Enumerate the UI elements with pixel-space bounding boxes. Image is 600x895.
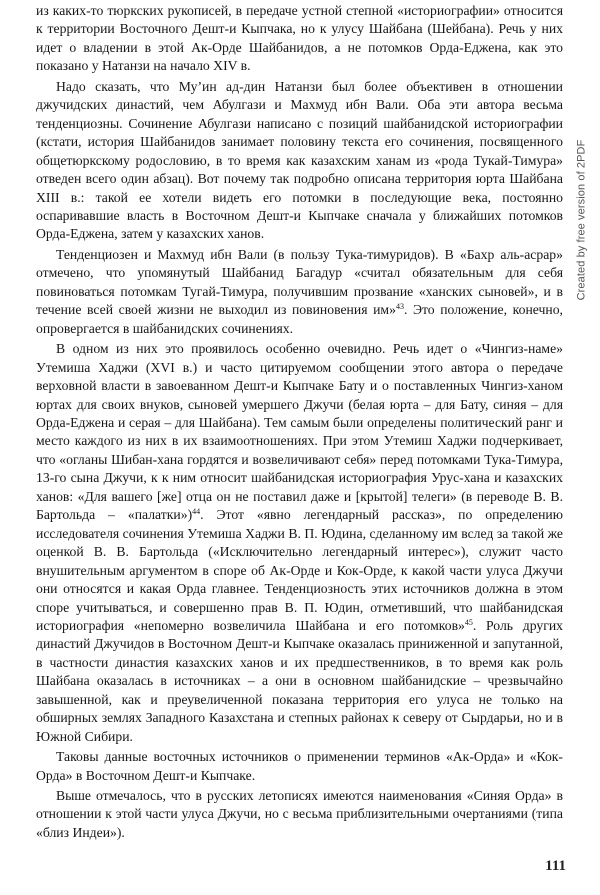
paragraph-2: Надо сказать, что Му’ин ад-дин Натанзи был более объективен в отношении джучидских династий, чем Абулгази и Махмуд ибн Вали. Оба эти автора весьма тенденциозны. Сочинение Абулгази написано с позиций шайбанидской историографии (кстати, история Шайбанидов занимает половину текста его сочинения, посвященного общетюркскому родословию, в то время как казахским ханам из «рода Тукай-Тимура» отведен всего один абзац). Вот почему так подробно описана территория юрта Шайбана XIII в.: такой ее хотели видеть его потомки в последующие века, постоянно оспаривавшие власть в Восточном Дешт-и Кыпчаке сначала у ближайших потомков Орда-Еджена, затем у казахских ханов. bbox=[36, 78, 563, 242]
page-number: 111 bbox=[545, 858, 566, 874]
body-text bbox=[36, 2, 563, 842]
paragraph-4: В одном из них это проявилось особенно очевидно. Речь идет о «Чингиз-наме» Утемиша Хаджи (XVI в.) и часто цитируемом сообщении этого автора о передаче верховной власти в завоеванном Дешт-и Кыпчаке Бату и о поставленных Чингиз-ханом юртах для своих внуков, сыновей умершего Джучи (белая юрта – для Бату, синяя – для Орда-Еджена и серая – для Шайбана). Тем самым были определены политический ранг и место каждого из них в их взаимоотношениях. При этом Утемиш Хаджи подчеркивает, что «огланы Шибан-хана гордятся и возвеличивают себя» перед потомками Тука-Тимура, 13-го сына Джучи, к к ним относит шайбанидская историография Урус-хана и казахских ханов: «Для вашего [же] отца он не поставил даже и [крытой] телеги» (в переводе В. В. Бартольда – «палатки»)$^{44}$. Этот «явно легендарный рассказ», по определению исследователя сочинения Утемиша Хаджи В. П. Юдина, сделанному им вслед за такой же оценкой В. В. Бартольда («Исключительно легендарный интерес»), служит часто внушительным аргументом в споре об Ак-Орде и Кок-Орде, к какой части улуса Джучи они относятся и какая Орда главнее. Тенденциозность этих источников должна в этом споре учитываться, и совершенно прав В. П. Юдин, отметивший, что шайбанидская историография «непомерно возвеличила Шайбана и его потомков»$^{45}$. Роль других династий Джучидов в Восточном Дешт-и Кыпчаке оказалась приниженной и запутанной, в частности династия казахских ханов и их предшественников, в то время как роль Шайбана оказалась в источниках – а они в основном шайбанидские – чрезвычайно завышенной, как и преувеличенной показана территория его улуса не только на обширных землях Западного Казахстана и степных районах к северу от Сырдарьи, но и в Южной Сибири. bbox=[36, 341, 563, 744]
paragraph-5: Таковы данные восточных источников о применении терминов «Ак-Орда» и «Кок-Орда» в Восточном Дешт-и Кыпчаке. bbox=[36, 749, 563, 783]
footnote-ref: 45 bbox=[464, 617, 473, 627]
watermark-text: Created by free version of 2PDF bbox=[575, 139, 587, 301]
footnote-ref: 44 bbox=[192, 507, 201, 517]
footnote-ref: 43 bbox=[395, 302, 404, 312]
paragraph-1: из каких-то тюркских рукописей, в передаче устной степной «историографии» относится к территории Восточного Дешт-и Кыпчака, но к улусу Шайбана (Шейбана). Речь у них идет о владении в этой Ак-Орде Шайбанидов, а не потомков Орда-Еджена, как это показано у Натанзи на начало XIV в. bbox=[36, 3, 563, 74]
paragraph-3: Тенденциозен и Махмуд ибн Вали (в пользу Тука-тимуридов). В «Бахр аль-асрар» отмечено, что упомянутый Шайбанид Багадур «считал обязательным для себя повиноваться потомкам Тугай-Тимура, получившим прозвание «ханских сыновей», и в течение всей своей жизни не выходил из повиновения им»$^{43}$. Это положение, конечно, опровергается в шайбанидских сочинениях. bbox=[36, 246, 563, 336]
watermark bbox=[572, 55, 590, 385]
paragraph-6: Выше отмечалось, что в русских летописях имеются наименования «Синяя Орда» в отношении к этой части улуса Джучи, но с весьма приблизительными очертаниями (типа «близ Индеи»). bbox=[36, 788, 563, 840]
